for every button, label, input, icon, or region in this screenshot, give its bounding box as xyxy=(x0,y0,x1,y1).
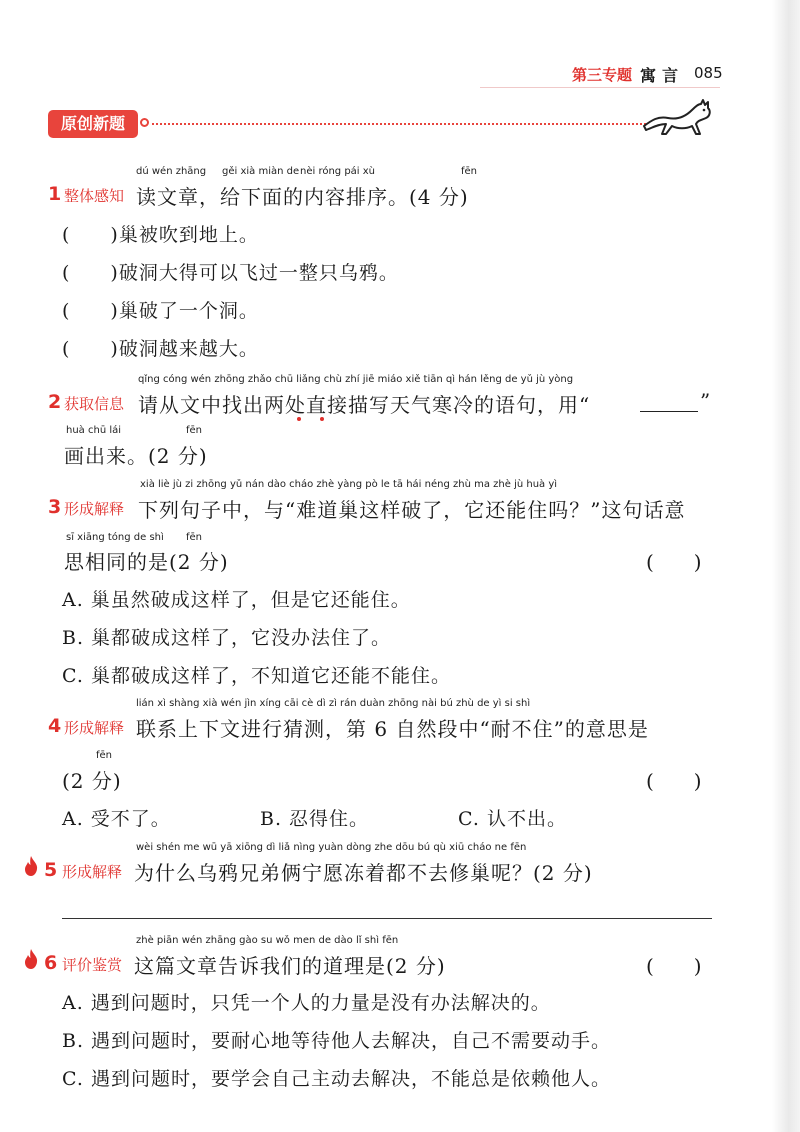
flame-icon xyxy=(24,856,38,876)
q2-tag: 获取信息 xyxy=(64,395,125,413)
header-topic: 第三专题 xyxy=(572,66,633,84)
cat-icon xyxy=(640,96,718,138)
q2-number: 2 xyxy=(48,391,62,413)
q1-pinyin-2: gěi xià miàn de xyxy=(222,166,300,177)
emphasis-dot xyxy=(320,417,324,421)
q4-option-c: C. 认不出。 xyxy=(458,808,567,830)
q4-option-b: B. 忍得住。 xyxy=(260,808,370,830)
dotted-divider xyxy=(152,123,650,125)
q4-prompt-line2: (2 分) xyxy=(62,769,122,793)
q3-answer-box[interactable]: ( ) xyxy=(646,550,702,574)
q3-number: 3 xyxy=(48,496,62,518)
q1-pinyin-4: fēn xyxy=(461,166,478,177)
q2-prompt-line2: 画出来。(2 分) xyxy=(64,444,208,468)
q1-number: 1 xyxy=(48,183,62,205)
q2-pinyin-1: qǐng cóng wén zhōng zhǎo chū liǎng chù zhí jiē miáo xiě tiān qì hán lěng de yǔ jù yòng xyxy=(138,374,574,385)
answer-underline-sample xyxy=(640,411,698,412)
q6-option-b: B. 遇到问题时，要耐心地等待他人去解决，自己不需要动手。 xyxy=(62,1030,612,1052)
q1-pinyin-1: dú wén zhāng xyxy=(136,166,207,177)
header-rule xyxy=(480,87,720,88)
q1-prompt: 读文章，给下面的内容排序。(4 分) xyxy=(136,185,469,209)
emphasis-dot xyxy=(297,417,301,421)
q1-option-4: ( )破洞越来越大。 xyxy=(62,338,259,360)
q5-tag: 形成解释 xyxy=(62,863,123,881)
q3-option-b: B. 巢都破成这样了，它没办法住了。 xyxy=(62,627,392,649)
q2-prompt-line1: 请从文中找出两处直接描写天气寒冷的语句，用“ xyxy=(138,393,591,417)
q4-pinyin-2: fēn xyxy=(96,750,113,761)
q4-pinyin-1: lián xì shàng xià wén jìn xíng cāi cè dì zì rán duàn zhōng nài bú zhù de yì si shì xyxy=(136,698,531,709)
q1-option-3: ( )巢破了一个洞。 xyxy=(62,300,259,322)
q5-pinyin: wèi shén me wū yā xiōng dì liǎ nìng yuàn dòng zhe dōu bú qù xiū cháo ne fēn xyxy=(136,842,527,853)
q1-option-2: ( )破洞大得可以飞过一整只乌鸦。 xyxy=(62,262,399,284)
q1-pinyin-3: nèi róng pái xù xyxy=(300,166,376,177)
q3-prompt-line1: 下列句子中，与“难道巢这样破了，它还能住吗？”这句话意 xyxy=(138,498,686,522)
q3-option-c: C. 巢都破成这样了，不知道它还能不能住。 xyxy=(62,665,451,687)
section-badge: 原创新题 xyxy=(48,110,138,138)
q2-close-quote: ” xyxy=(700,389,712,413)
q4-number: 4 xyxy=(48,715,62,737)
q3-tag: 形成解释 xyxy=(64,500,125,518)
badge-dot xyxy=(140,118,149,127)
q6-answer-box[interactable]: ( ) xyxy=(646,954,702,978)
q4-tag: 形成解释 xyxy=(64,719,125,737)
q6-number: 6 xyxy=(44,952,58,974)
q3-pinyin-1: xià liè jù zi zhōng yǔ nán dào cháo zhè yàng pò le tā hái néng zhù ma zhè jù huà yì xyxy=(140,479,558,490)
q1-tag: 整体感知 xyxy=(64,187,125,205)
q5-number: 5 xyxy=(44,859,58,881)
q6-tag: 评价鉴赏 xyxy=(62,956,123,974)
page-edge-shadow xyxy=(772,0,800,1132)
q4-option-a: A. 受不了。 xyxy=(62,808,171,830)
q3-prompt-line2: 思相同的是(2 分) xyxy=(64,550,229,574)
header-title: 寓言 xyxy=(640,66,685,85)
q6-pinyin: zhè piān wén zhāng gào su wǒ men de dào lǐ shì fēn xyxy=(136,935,399,946)
page-number: 085 xyxy=(694,64,723,82)
q5-answer-line[interactable] xyxy=(62,918,712,919)
q4-answer-box[interactable]: ( ) xyxy=(646,769,702,793)
q6-prompt: 这篇文章告诉我们的道理是(2 分) xyxy=(134,954,446,978)
q4-prompt-line1: 联系上下文进行猜测，第 6 自然段中“耐不住”的意思是 xyxy=(136,717,649,741)
q2-pinyin-2: huà chū lái xyxy=(66,425,122,436)
q3-pinyin-3: fēn xyxy=(186,532,203,543)
q2-pinyin-3: fēn xyxy=(186,425,203,436)
q6-option-a: A. 遇到问题时，只凭一个人的力量是没有办法解决的。 xyxy=(62,992,551,1014)
q3-pinyin-2: sī xiāng tóng de shì xyxy=(66,532,164,543)
q1-option-1: ( )巢被吹到地上。 xyxy=(62,224,259,246)
q6-option-c: C. 遇到问题时，要学会自己主动去解决，不能总是依赖他人。 xyxy=(62,1068,611,1090)
q5-prompt: 为什么乌鸦兄弟俩宁愿冻着都不去修巢呢？(2 分) xyxy=(134,861,593,885)
flame-icon xyxy=(24,949,38,969)
q3-option-a: A. 巢虽然破成这样了，但是它还能住。 xyxy=(62,589,411,611)
